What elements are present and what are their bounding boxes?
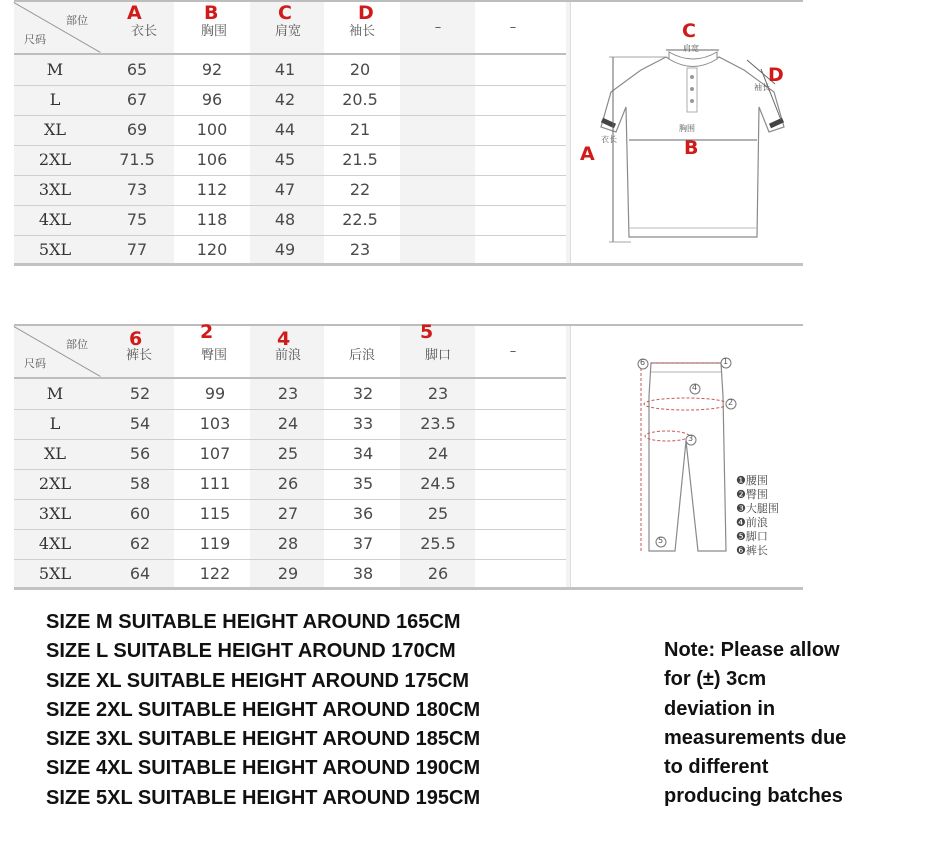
table-cell: 27 [277,504,299,523]
table-cell: 73 [126,180,148,199]
table-cell: 107 [199,444,231,463]
table-cell: 64 [129,564,151,583]
pants-num-6: 6 [640,358,646,367]
shirt-diagram [570,2,803,263]
note-line: for (±) 3cm [664,668,767,691]
table-cell: 60 [129,504,151,523]
table-cell: 65 [126,60,148,79]
corner-size-label: 尺码 [24,357,46,370]
table-cell: 100 [196,120,228,139]
table-cell: 77 [126,240,148,259]
pants-num-3: 3 [688,434,694,443]
table-cell: 47 [274,180,296,199]
table-cell: 21.5 [342,150,378,169]
size-line-5xl: SIZE 5XL SUITABLE HEIGHT AROUND 195CM [46,786,481,809]
table-cell: 22.5 [342,210,378,229]
shirt-label-shoulder: 肩宽 [683,44,699,53]
row-size-label: XL [43,120,66,139]
table-cell: 106 [196,150,228,169]
table-cell: 52 [129,384,151,403]
pants-num-2: 2 [728,398,734,407]
table-cell: 99 [204,384,226,403]
size-line-3xl: SIZE 3XL SUITABLE HEIGHT AROUND 185CM [46,728,481,751]
header-hip: 臀围 [200,348,227,363]
table-cell: 56 [129,444,151,463]
row-size-label: XL [43,444,66,463]
table-cell: 26 [277,474,299,493]
table-bottom-border [14,263,803,266]
table-cell: 23 [427,384,449,403]
row-size-label: 5XL [38,564,72,583]
pants-legend [736,474,779,558]
corner-part-label: 部位 [66,14,88,27]
row-size-label: 2XL [38,150,72,169]
size-line-2xl: SIZE 2XL SUITABLE HEIGHT AROUND 180CM [46,698,481,721]
table-cell: 23 [277,384,299,403]
shirt-label-sleeve: 袖长 [754,83,770,92]
table-cell: 33 [352,414,374,433]
pants-num-1: 1 [723,357,729,366]
table-bottom-border [14,587,803,590]
marker-5: 5 [420,321,434,343]
note-line: to different [664,756,769,779]
row-size-label: 4XL [38,534,72,553]
table-cell: 120 [196,240,228,259]
table-cell: 37 [352,534,374,553]
marker-2: 2 [200,321,214,343]
table-cell: 20.5 [342,90,378,109]
marker-a: A [127,2,142,24]
table-cell: 25 [427,504,449,523]
header-empty-1: – [434,20,442,35]
row-size-label: M [46,60,64,79]
table-cell: 24 [277,414,299,433]
table-cell: 25.5 [420,534,456,553]
table-cell: 41 [274,60,296,79]
shirt-marker-c: C [682,20,696,42]
table-cell: 20 [349,60,371,79]
table-cell: 42 [274,90,296,109]
legend-waist: ❶腰围 [736,474,768,487]
shirt-label-chest: 胸围 [679,124,695,133]
pants-diagram [570,326,803,587]
column-shade [475,2,566,264]
shirt-marker-d: D [768,64,784,86]
header-shoulder: 肩宽 [274,24,301,39]
table-cell: 58 [129,474,151,493]
table-cell: 115 [199,504,231,523]
shirt-label-length: 衣长 [601,135,617,144]
table-cell: 44 [274,120,296,139]
row-size-label: 3XL [38,180,72,199]
table-cell: 22 [349,180,371,199]
corner-size-label: 尺码 [24,33,46,46]
header-back-rise: 后浪 [348,348,375,363]
table-cell: 48 [274,210,296,229]
table-cell: 49 [274,240,296,259]
table-cell: 25 [277,444,299,463]
table-cell: 92 [201,60,223,79]
note-line: deviation in [664,697,776,720]
table-cell: 67 [126,90,148,109]
pants-num-5: 5 [658,536,664,545]
note-line: measurements due [664,726,847,749]
size-line-l: SIZE L SUITABLE HEIGHT AROUND 170CM [46,640,456,663]
note-line: producing batches [664,785,843,808]
note-line: Note: Please allow [664,639,840,661]
header-leg-opening: 脚口 [424,348,451,363]
marker-c: C [278,2,292,24]
table-cell: 119 [199,534,231,553]
table-cell: 23 [349,240,371,259]
table-cell: 34 [352,444,374,463]
size-line-m: SIZE M SUITABLE HEIGHT AROUND 165CM [46,611,461,633]
shirt-size-table [14,0,803,266]
legend-thigh: ❸大腿围 [736,502,779,515]
table-cell: 29 [277,564,299,583]
table-cell: 112 [196,180,228,199]
header-front-rise: 前浪 [274,348,301,363]
marker-4: 4 [277,328,291,350]
table-cell: 35 [352,474,374,493]
table-cell: 28 [277,534,299,553]
table-cell: 32 [352,384,374,403]
table-cell: 38 [352,564,374,583]
table-cell: 118 [196,210,228,229]
corner-part-label: 部位 [66,338,88,351]
legend-pant-length: ❻裤长 [736,544,768,557]
column-shade [475,326,566,588]
table-cell: 54 [129,414,151,433]
header-empty-2: – [509,20,517,35]
table-cell: 75 [126,210,148,229]
legend-front-rise: ❹前浪 [736,516,768,529]
shirt-marker-a: A [580,143,595,165]
marker-d: D [358,2,374,24]
header-sleeve: 袖长 [348,24,375,39]
header-length: 衣长 [130,24,157,39]
size-line-xl: SIZE XL SUITABLE HEIGHT AROUND 175CM [46,669,470,692]
table-cell: 24 [427,444,449,463]
table-cell: 71.5 [119,150,155,169]
row-size-label: 4XL [38,210,72,229]
marker-6: 6 [129,328,143,350]
table-cell: 26 [427,564,449,583]
row-size-label: L [49,90,61,109]
legend-leg-opening: ❺脚口 [736,530,768,543]
table-cell: 24.5 [420,474,456,493]
table-cell: 111 [199,474,231,493]
row-size-label: 3XL [38,504,72,523]
row-size-label: M [46,384,64,403]
row-size-label: L [49,414,61,433]
size-height-guide [46,608,480,813]
pants-size-table [14,321,803,590]
pants-num-4: 4 [692,383,698,392]
shirt-marker-b: B [684,137,699,159]
marker-b: B [204,2,219,24]
deviation-note [664,636,924,812]
table-cell: 36 [352,504,374,523]
size-line-4xl: SIZE 4XL SUITABLE HEIGHT AROUND 190CM [46,757,481,780]
table-cell: 45 [274,150,296,169]
table-cell: 69 [126,120,148,139]
header-empty: – [509,344,517,359]
row-size-label: 5XL [38,240,72,259]
legend-hip: ❷臀围 [736,488,768,501]
header-chest: 胸围 [200,24,227,39]
table-cell: 21 [349,120,371,139]
table-cell: 62 [129,534,151,553]
table-cell: 122 [199,564,231,583]
table-cell: 96 [201,90,223,109]
table-cell: 103 [199,414,231,433]
header-pant-length: 裤长 [125,348,152,363]
table-cell: 23.5 [420,414,456,433]
row-size-label: 2XL [38,474,72,493]
